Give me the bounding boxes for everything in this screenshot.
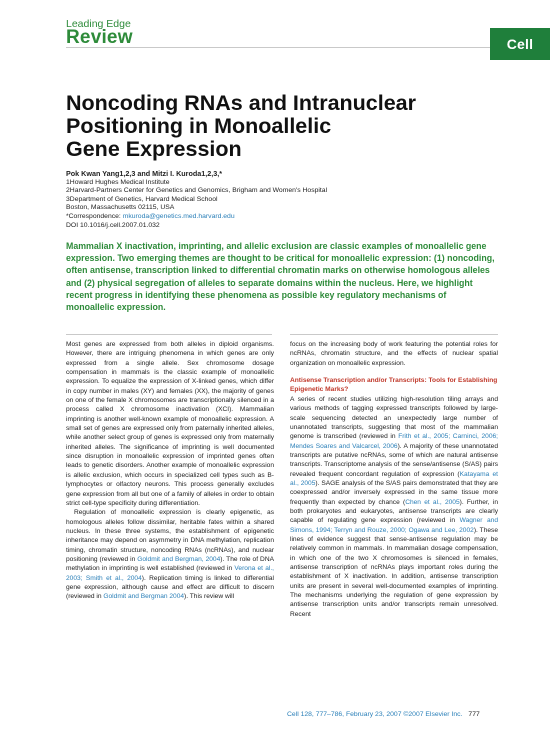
- body-column-right: [290, 340, 498, 619]
- affiliation: 3Department of Genetics, Harvard Medical School: [66, 195, 218, 203]
- column-rule-right: [290, 334, 498, 335]
- reference-link[interactable]: Katayama et al., 2005: [290, 470, 498, 487]
- correspondence-label: *Correspondence:: [66, 212, 123, 220]
- body-paragraph: Most genes are expressed from both alleles in diploid organisms. However, there are intriguing phenomena in which genes are only expressed from a single allele. Sex chromosome dosage compensation in mammals is the classic example of monoallelic expression. To equalize the expression of X-linked genes, which differ in copy number in males (XY) and females (XX), the majority of genes on one of the female X chromosomes are transcriptionally silenced in a process called X chromosome inactivation (XCI). Mammalian imprinting is another well-known example of monoallelic expression. A small set of genes are expressed only from paternally inherited alleles, while another select group of genes is expressed only from maternally inherited alleles. The significance of imprinting is well documented since disruption in monoallelic expression of imprinted genes often leads to genetic disorders. Another example of monoallelic expression is allelic exclusion, which occurs in specialized cell types such as B-lymphocytes or olfactory neurons. This process generally excludes gene expression from all but one of a family of alleles in order to obtain strict cell-type specificity during differentiation.: [66, 341, 274, 507]
- reference-link[interactable]: Goldmit and Bergman 2004: [103, 593, 185, 601]
- journal-tab: Cell: [490, 28, 550, 60]
- column-rule-left: [66, 334, 272, 335]
- footer-citation: Cell 128, 777–786, February 23, 2007 ©2007 Elsevier Inc.: [287, 711, 463, 718]
- article-title: [66, 92, 426, 161]
- section-title: Review: [66, 27, 133, 48]
- reference-link[interactable]: Chen et al., 2005: [405, 498, 460, 506]
- correspondence: [66, 213, 446, 222]
- title-line: Noncoding RNAs and Intranuclear: [66, 91, 417, 115]
- reference-link[interactable]: Wagner and Simons, 1994; Terryn and Rouze, 2000; Ogawa and Lee, 2002: [290, 517, 498, 534]
- title-line: Positioning in Monoallelic: [66, 114, 332, 138]
- section-subheading: Antisense Transcription and/or Transcripts: Tools for Establishing Epigenetic Marks?: [290, 377, 498, 394]
- reference-link[interactable]: Goldmit and Bergman, 2004: [137, 555, 221, 563]
- body-paragraph: focus on the increasing body of work featuring the potential roles for ncRNAs, chromatin structure, and the effects of nuclear spatial organization on monoallelic expression.: [290, 341, 498, 367]
- affiliation: 1Howard Hughes Medical Institute: [66, 178, 170, 186]
- affiliation: Boston, Massachusetts 02115, USA: [66, 204, 175, 212]
- title-line: Gene Expression: [66, 137, 242, 161]
- section-label: Leading Edge: [66, 18, 131, 30]
- body-column-left: [66, 340, 274, 602]
- author-list: Pok Kwan Yang1,2,3 and Mitzi I. Kuroda1,2,3,*: [66, 169, 223, 178]
- header-rule: [66, 47, 550, 48]
- abstract: Mammalian X inactivation, imprinting, and allelic exclusion are classic examples of monoallelic gene expression. Two emerging themes are thought to be critical for monoallelic expression: (1) noncoding, often antisense, transcription linked to differential chromatin marks on otherwise homologous alleles and (2) physical segregation of alleles to separate domains within the nucleus. Here, we highlight recent progress in identifying these phenomena as possible key regulatory mechanisms of monoallelic expression.: [66, 241, 495, 313]
- affiliation: 2Harvard-Partners Center for Genetics and Genomics, Brigham and Women's Hospital: [66, 187, 328, 195]
- correspondence-email-link[interactable]: mkuroda@genetics.med.harvard.edu: [122, 212, 235, 220]
- reference-link[interactable]: Verona et al., 2003; Smith et al., 2004: [66, 565, 275, 582]
- body-paragraph: Regulation of monoallelic expression is clearly epigenetic, as homologous alleles follow dissimilar, heritable fates within a shared nucleus. In these three systems, the establishment of epigenetic inheritance may depend on asymmetry in DNA methylation, replication timing, chromatin structure, noncoding RNAs (ncRNAs), and nuclear positioning (reviewed in Goldmit and Bergman, 2004). The role of DNA methylation in imprinting is well established (reviewed in Verona et al., 2003; Smith et al., 2004). Replication timing is linked to differential gene expression, although cause and effect are difficult to discern (reviewed in Goldmit and Bergman 2004). This review will: [66, 509, 275, 601]
- reference-link[interactable]: Frith et al., 2005; Carninci, 2006; Mendes Soares and Valcarcel, 2006: [290, 433, 498, 450]
- page-number: 777: [468, 711, 480, 718]
- page-footer: [287, 711, 517, 718]
- doi: DOI 10.1016/j.cell.2007.01.032: [66, 221, 160, 229]
- body-paragraph: A series of recent studies utilizing high-resolution tiling arrays and various methods of tagging expressed transcripts followed by large-scale sequencing detected an unexpectedly large number of unannotated transcripts, suggesting that most of the mammalian genome is transcribed (reviewed in Frith et al., 2005; Carninci, 2006; Mendes Soares and Valcarcel, 2006). A majority of these unannotated transcripts are putative ncRNAs, some of which are natural antisense transcripts. Transcriptome analysis of the sense/antisense (S/AS) pairs revealed frequent concordant regulation of expression (Katayama et al., 2005). SAGE analysis of the S/AS pairs demonstrated that they are coexpressed and/or inversely expressed in the same tissue more frequently than expected by chance (Chen et al., 2005). Further, in both prokaryotes and eukaryotes, antisense transcripts are clearly capable of regulating gene expression (reviewed in Wagner and Simons, 1994; Terryn and Rouze, 2000; Ogawa and Lee, 2002). These lines of evidence suggest that sense-antisense regulation may be relatively common in mammals. In mammalian dosage compensation, in which one of the two X chromosomes is silenced in females, antisense transcription of ncRNAs plays important roles during the establishment of X inactivation. In addition, antisense transcription units are present in several well-documented examples of imprinting. The mechanisms underlying the regulation of gene expression by antisense transcription units and/or transcripts remain unresolved. Recent: [290, 395, 499, 618]
- author-info: [66, 170, 446, 230]
